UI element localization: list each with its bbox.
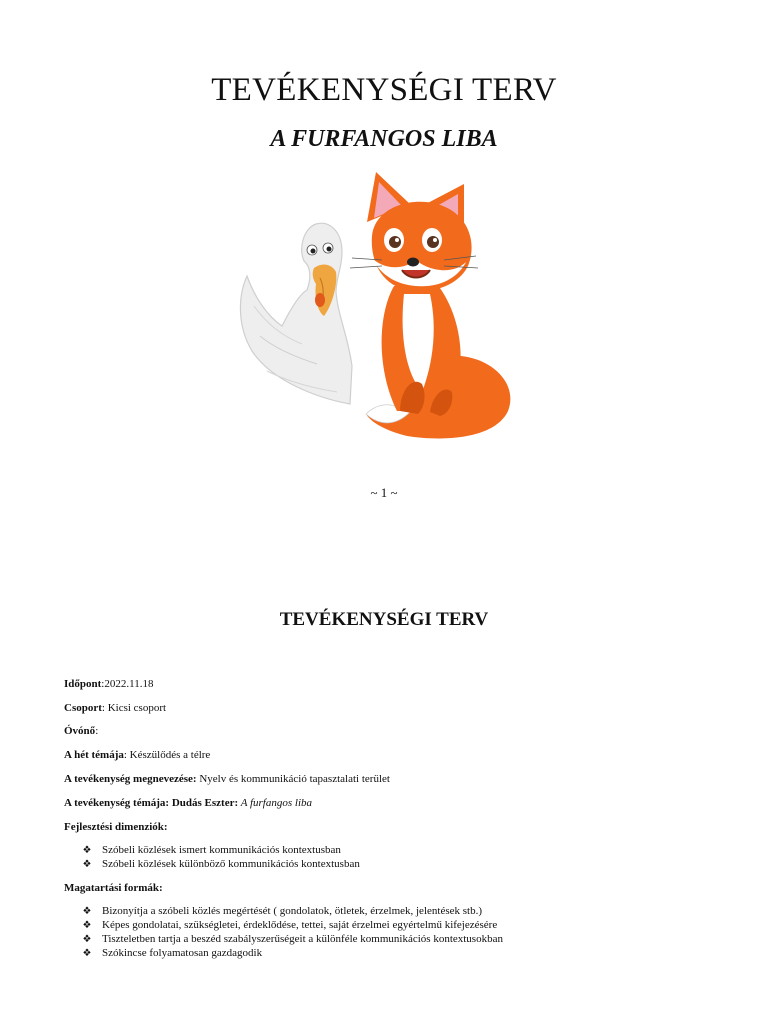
list-item	[80, 857, 360, 871]
illustration	[232, 166, 522, 446]
list-item	[80, 904, 503, 918]
list-item-text: Bizonyítja a szóbeli közlés megértését ( gondolatok, ötletek, érzelmek, jelentések stb.)	[102, 905, 482, 917]
field-temaja	[64, 797, 312, 809]
goose-icon	[240, 223, 352, 404]
list-item-text: Szóbeli közlések különböző kommunikációs kontextusban	[102, 858, 360, 870]
diamond-bullet-icon: ❖	[82, 933, 92, 945]
field-csoport	[64, 702, 166, 714]
diamond-bullet-icon: ❖	[82, 919, 92, 931]
section-title: TEVÉKENYSÉGI TERV	[279, 609, 489, 630]
field-value: :	[95, 725, 99, 737]
list-item-text: Szóbeli közlések ismert kommunikációs kontextusban	[102, 844, 341, 856]
field-label: Időpont	[64, 678, 102, 690]
magatartasi-heading	[64, 882, 163, 894]
field-value: :2022.11.18	[101, 678, 154, 690]
fejlesztesi-list	[80, 843, 360, 871]
diamond-bullet-icon: ❖	[82, 947, 92, 959]
diamond-bullet-icon: ❖	[82, 905, 92, 917]
list-item-text: Tiszteletben tartja a beszéd szabályszerűségeit a különféle kommunikációs kontextusokban	[102, 933, 503, 945]
field-label: A tevékenység témája: Dudás Eszter:	[64, 797, 239, 809]
diamond-bullet-icon: ❖	[82, 858, 92, 870]
field-idopont	[64, 678, 153, 690]
field-value: : Készülődés a télre	[123, 749, 211, 761]
field-label: Fejlesztési dimenziók:	[64, 821, 168, 833]
diamond-bullet-icon: ❖	[82, 844, 92, 856]
page-number: ~ 1 ~	[370, 485, 398, 500]
fejlesztesi-heading	[64, 821, 168, 833]
page-title: TEVÉKENYSÉGI TERV	[211, 72, 557, 108]
list-item	[80, 932, 503, 946]
field-megnevezes	[64, 773, 390, 785]
page-subtitle: A FURFANGOS LIBA	[270, 126, 498, 152]
fox-icon	[350, 172, 510, 438]
field-label: Magatartási formák:	[64, 882, 163, 894]
magatartasi-list	[80, 904, 503, 960]
field-value: : Kicsi csoport	[101, 702, 167, 714]
list-item	[80, 918, 503, 932]
field-label: Csoport	[64, 702, 102, 714]
list-item	[80, 946, 503, 960]
field-label: Óvónő	[64, 725, 96, 737]
field-label: A tevékenység megnevezése:	[64, 773, 197, 785]
field-ovono	[64, 725, 98, 737]
field-value: Nyelv és kommunikáció tapasztalati terület	[196, 773, 390, 785]
list-item	[80, 843, 360, 857]
list-item-text: Szókincse folyamatosan gazdagodik	[102, 947, 263, 959]
field-het-temaja	[64, 749, 210, 761]
field-label: A hét témája	[64, 749, 124, 761]
field-value: A furfangos liba	[238, 797, 312, 809]
list-item-text: Képes gondolatai, szükségletei, érdeklődése, tettei, saját érzelmei egyértelmű kifejezésére	[102, 919, 498, 931]
